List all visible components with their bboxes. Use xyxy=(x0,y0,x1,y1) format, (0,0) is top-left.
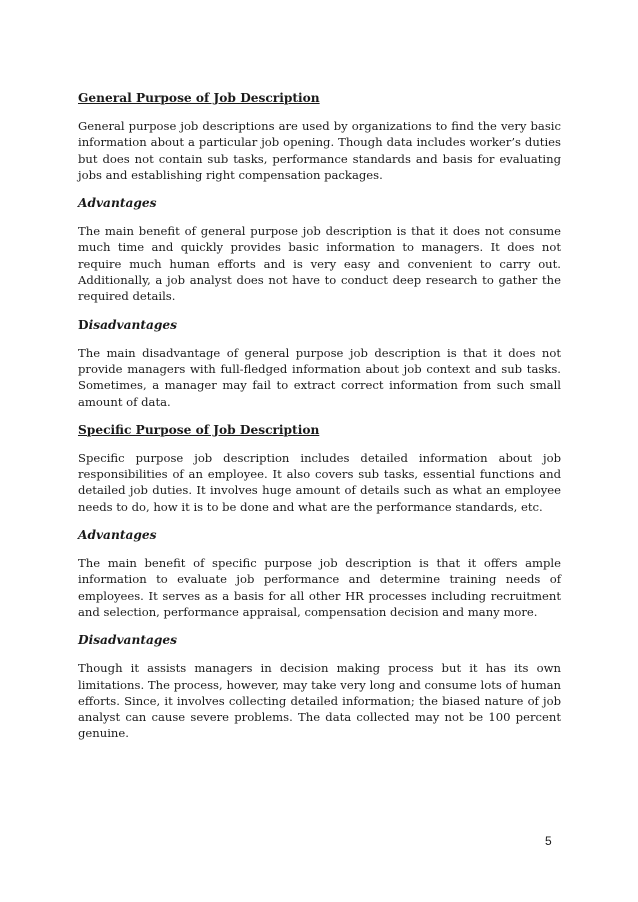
subheading-specific-disadvantages: Disadvantages xyxy=(78,633,177,648)
paragraph-general-disadvantages: The main disadvantage of general purpose job description is that it does not provide managers with full-fledged information about job context and sub tasks. Sometimes, a manager may fail to extract correct information from such small amount of data. xyxy=(78,345,561,409)
subheading-general-disadvantages xyxy=(78,317,561,333)
paragraph-general-intro: General purpose job descriptions are used by organizations to find the very basic information about a particular job opening. Though data includes worker’s duties but does not contain sub tasks, performance standards and basis for evaluating jobs and establishing right compensation packages. xyxy=(78,119,561,182)
paragraph-general-advantages: The main benefit of general purpose job description is that it does not consume much time and quickly provides basic information to managers. It does not require much human efforts and is very easy and convenient to carry out. Additionally, a job analyst does not have to conduct deep research to gather the required details. xyxy=(78,224,561,304)
subheading-specific-advantages: Advantages xyxy=(78,528,157,543)
paragraph-specific-disadvantages: Though it assists managers in decision making process but it has its own limitations. The process, however, may take very long and consume lots of human efforts. Since, it involves collecting detailed information; the biased nature of job analyst can cause severe problems. The data collected may not be 100 percent genuine. xyxy=(78,661,561,741)
paragraph-specific-advantages: The main benefit of specific purpose job description is that it offers ample information to evaluate job performance and determine training needs of employees. It serves as a basis for all other HR processes including recruitment and selection, performance appraisal, compensation decision and many more. xyxy=(78,556,561,619)
paragraph-specific-intro: Specific purpose job description includes detailed information about job responsibilities of an employee. It also covers sub tasks, essential functions and detailed job duties. It involves huge amount of details such as what an employee needs to do, how it is to be done and what are the performance standards, etc. xyxy=(78,450,561,514)
section-heading-specific: Specific Purpose of Job Description xyxy=(78,422,320,437)
document-page xyxy=(78,90,561,754)
page-number: 5 xyxy=(545,834,552,848)
subheading-general-advantages: Advantages xyxy=(78,196,157,211)
subheading-first-letter: D xyxy=(78,317,89,332)
section-heading-general: General Purpose of Job Description xyxy=(78,91,320,105)
subheading-rest: isadvantages xyxy=(88,317,177,332)
